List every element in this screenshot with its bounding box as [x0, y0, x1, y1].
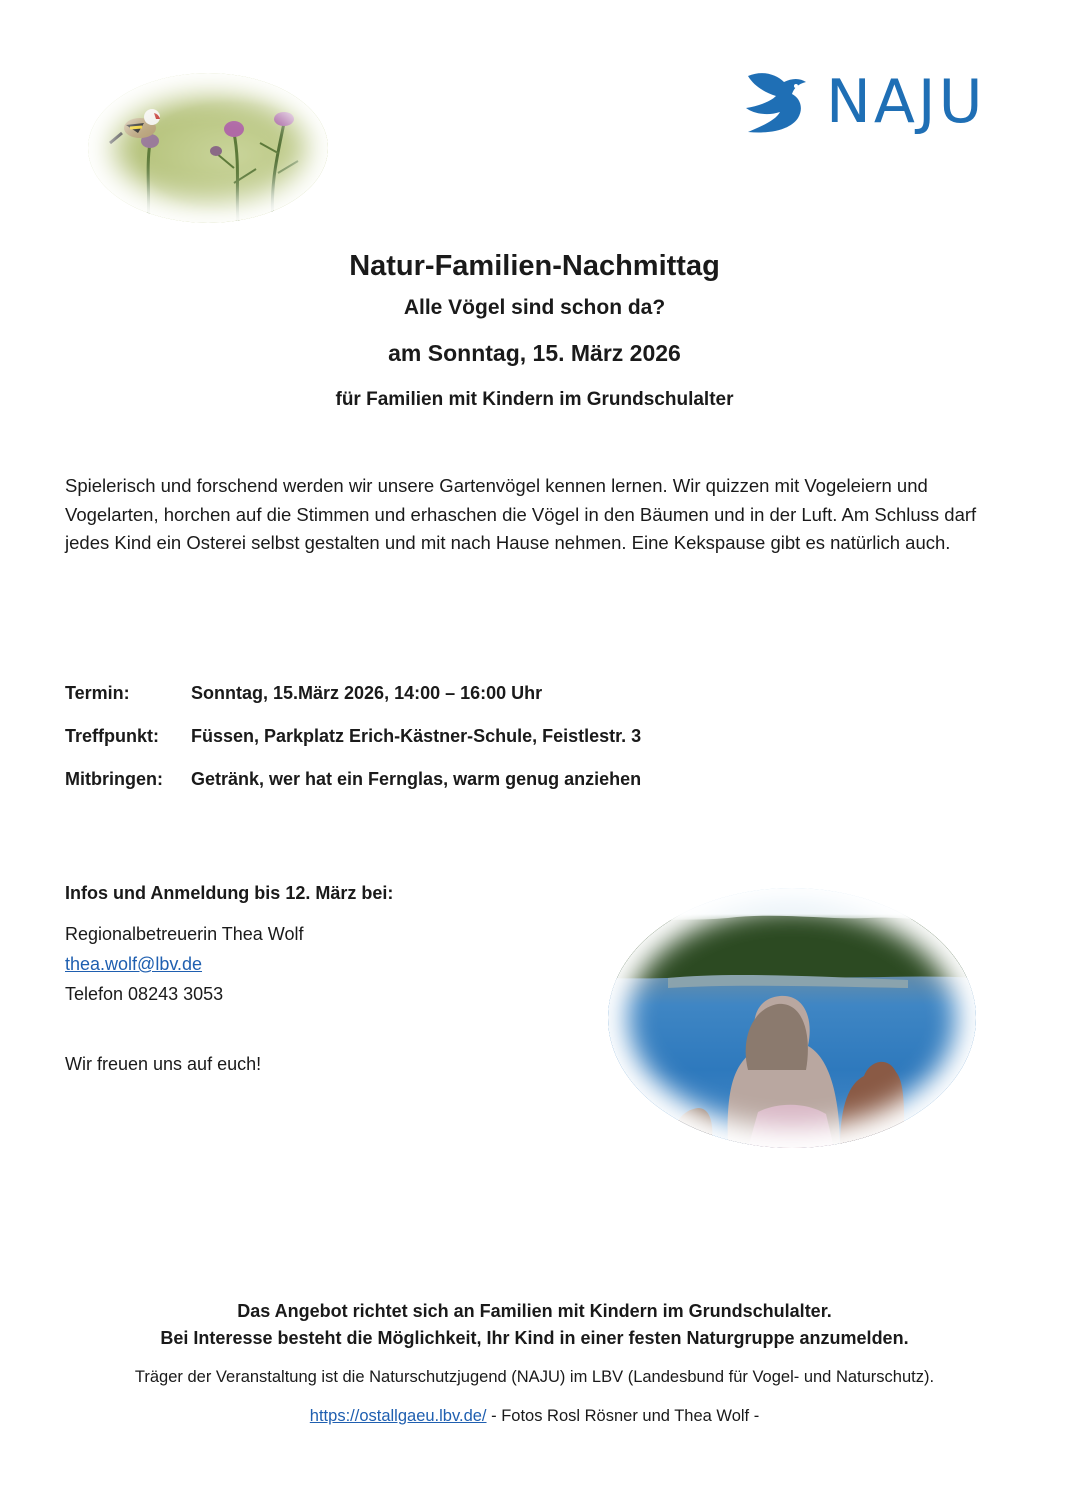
event-details [65, 680, 1005, 809]
intro-paragraph: Spielerisch und forschend werden wir unsere Gartenvögel kennen lernen. Wir quizzen mit Vogeleiern und Vogelarten, horchen auf die Stimmen und erhaschen die Vögel in den Bäumen und in der Luft. Am Schluss darf jedes Kind ein Osterei selbst gestalten und mit nach Hause nehmen. Eine Kekspause gibt es natürlich auch. [65, 475, 977, 553]
lake-photo [608, 888, 976, 1148]
detail-value: Füssen, Parkplatz Erich-Kästner-Schule, Feistlestr. 3 [191, 726, 642, 746]
logo-text: NAJU [826, 67, 986, 137]
footer-sponsor: Träger der Veranstaltung ist die Naturschutzjugend (NAJU) im LBV (Landesbund für Vogel- und Naturschutz). [134, 1368, 935, 1386]
page-title: Natur-Familien-Nachmittag [349, 250, 720, 282]
contact-heading: Infos und Anmeldung bis 12. März bei: [65, 883, 394, 903]
detail-row-mitbringen [65, 766, 1005, 809]
goldfinch-photo [88, 73, 328, 223]
subtitle: Alle Vögel sind schon da? [403, 296, 666, 319]
event-date: am Sonntag, 15. März 2026 [388, 340, 681, 366]
audience-line: für Familien mit Kindern im Grundschulalter [335, 389, 734, 410]
contact-phone: Telefon 08243 3053 [65, 984, 224, 1004]
photo-credits: - Fotos Rosl Rösner und Thea Wolf - [486, 1407, 760, 1425]
detail-value: Sonntag, 15.März 2026, 14:00 – 16:00 Uhr [191, 683, 543, 703]
detail-value: Getränk, wer hat ein Fernglas, warm genug anziehen [191, 769, 642, 789]
footer-link-line [0, 1404, 1069, 1428]
email-link[interactable]: thea.wolf@lbv.de [65, 954, 203, 974]
detail-label: Mitbringen: [65, 769, 163, 789]
footer-line-2: Bei Interesse besteht die Möglichkeit, Ihr Kind in einer festen Naturgruppe anzumelden. [160, 1328, 909, 1348]
naju-logo [740, 68, 992, 138]
website-link[interactable]: https://ostallgaeu.lbv.de/ [309, 1407, 487, 1425]
contact-block [65, 878, 585, 1079]
closing-text: Wir freuen uns auf euch! [65, 1054, 262, 1074]
detail-row-treffpunkt [65, 723, 1005, 766]
detail-label: Termin: [65, 683, 130, 703]
bird-logo-icon [740, 68, 824, 138]
detail-label: Treffpunkt: [65, 726, 159, 746]
footer [0, 1298, 1069, 1428]
footer-line-1: Das Angebot richtet sich an Familien mit Kindern im Grundschulalter. [237, 1301, 832, 1321]
contact-name: Regionalbetreuerin Thea Wolf [65, 924, 304, 944]
detail-row-termin [65, 680, 1005, 723]
